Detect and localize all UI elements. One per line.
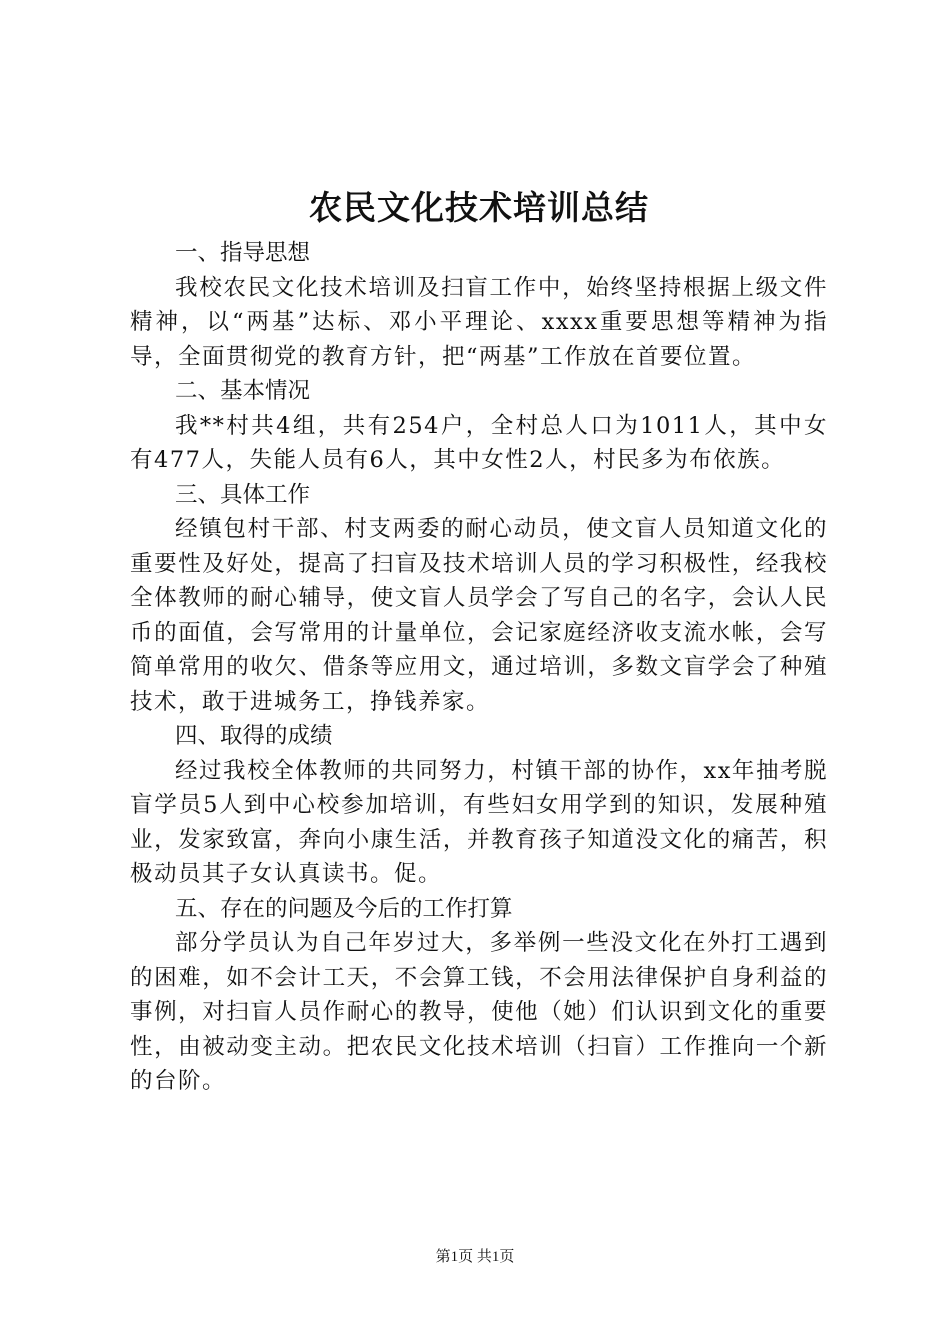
section-body: 部分学员认为自己年岁过大，多举例一些没文化在外打工遇到的困难，如不会计工天，不会算工钱，不会用法律保护自身利益的事例，对扫盲人员作耐心的教导，使他（她）们认识到文化的重要性，由被动变主动。把农民文化技术培训（扫盲）工作推向一个新的台阶。 [130,930,828,1094]
section-heading: 五、存在的问题及今后的工作打算 [175,895,513,922]
document-title: 农民文化技术培训总结 [309,188,649,227]
section-body: 经镇包村干部、村支两委的耐心动员，使文盲人员知道文化的重要性及好处，提高了扫盲及技术培训人员的学习积极性，经我校全体教师的耐心辅导，使文盲人员学会了写自己的名字，会认人民币的面值，会写常用的计量单位，会记家庭经济收支流水帐，会写简单常用的收欠、借条等应用文，通过培训，多数文盲学会了种殖技术，敢于进城务工，挣钱养家。 [130,516,828,715]
section-body: 经过我校全体教师的共同努力，村镇干部的协作，xx年抽考脱盲学员5人到中心校参加培训，有些妇女用学到的知识，发展种殖业，发家致富，奔向小康生活，并教育孩子知道没文化的痛苦，积极动员其子女认真读书。促。 [130,757,828,887]
section-heading: 三、具体工作 [175,481,311,508]
section-heading: 二、基本情况 [175,378,311,404]
section-body: 我校农民文化技术培训及扫盲工作中，始终坚持根据上级文件精神，以“两基”达标、邓小平理论、xxxx重要思想等精神为指导，全面贯彻党的教育方针，把“两基”工作放在首要位置。 [130,274,828,370]
section-body: 我**村共4组，共有254户，全村总人口为1011人，其中女有477人，失能人员有6人，其中女性2人，村民多为布依族。 [130,412,828,473]
section-5 [130,892,828,1099]
section-2 [130,374,828,478]
page-number-footer: 第1页 共1页 [435,1249,515,1265]
document-page [130,186,828,1099]
section-4 [130,719,828,892]
section-heading: 四、取得的成绩 [175,723,333,749]
section-heading: 一、指导思想 [175,240,311,266]
section-3 [130,478,828,720]
section-1 [130,236,828,374]
